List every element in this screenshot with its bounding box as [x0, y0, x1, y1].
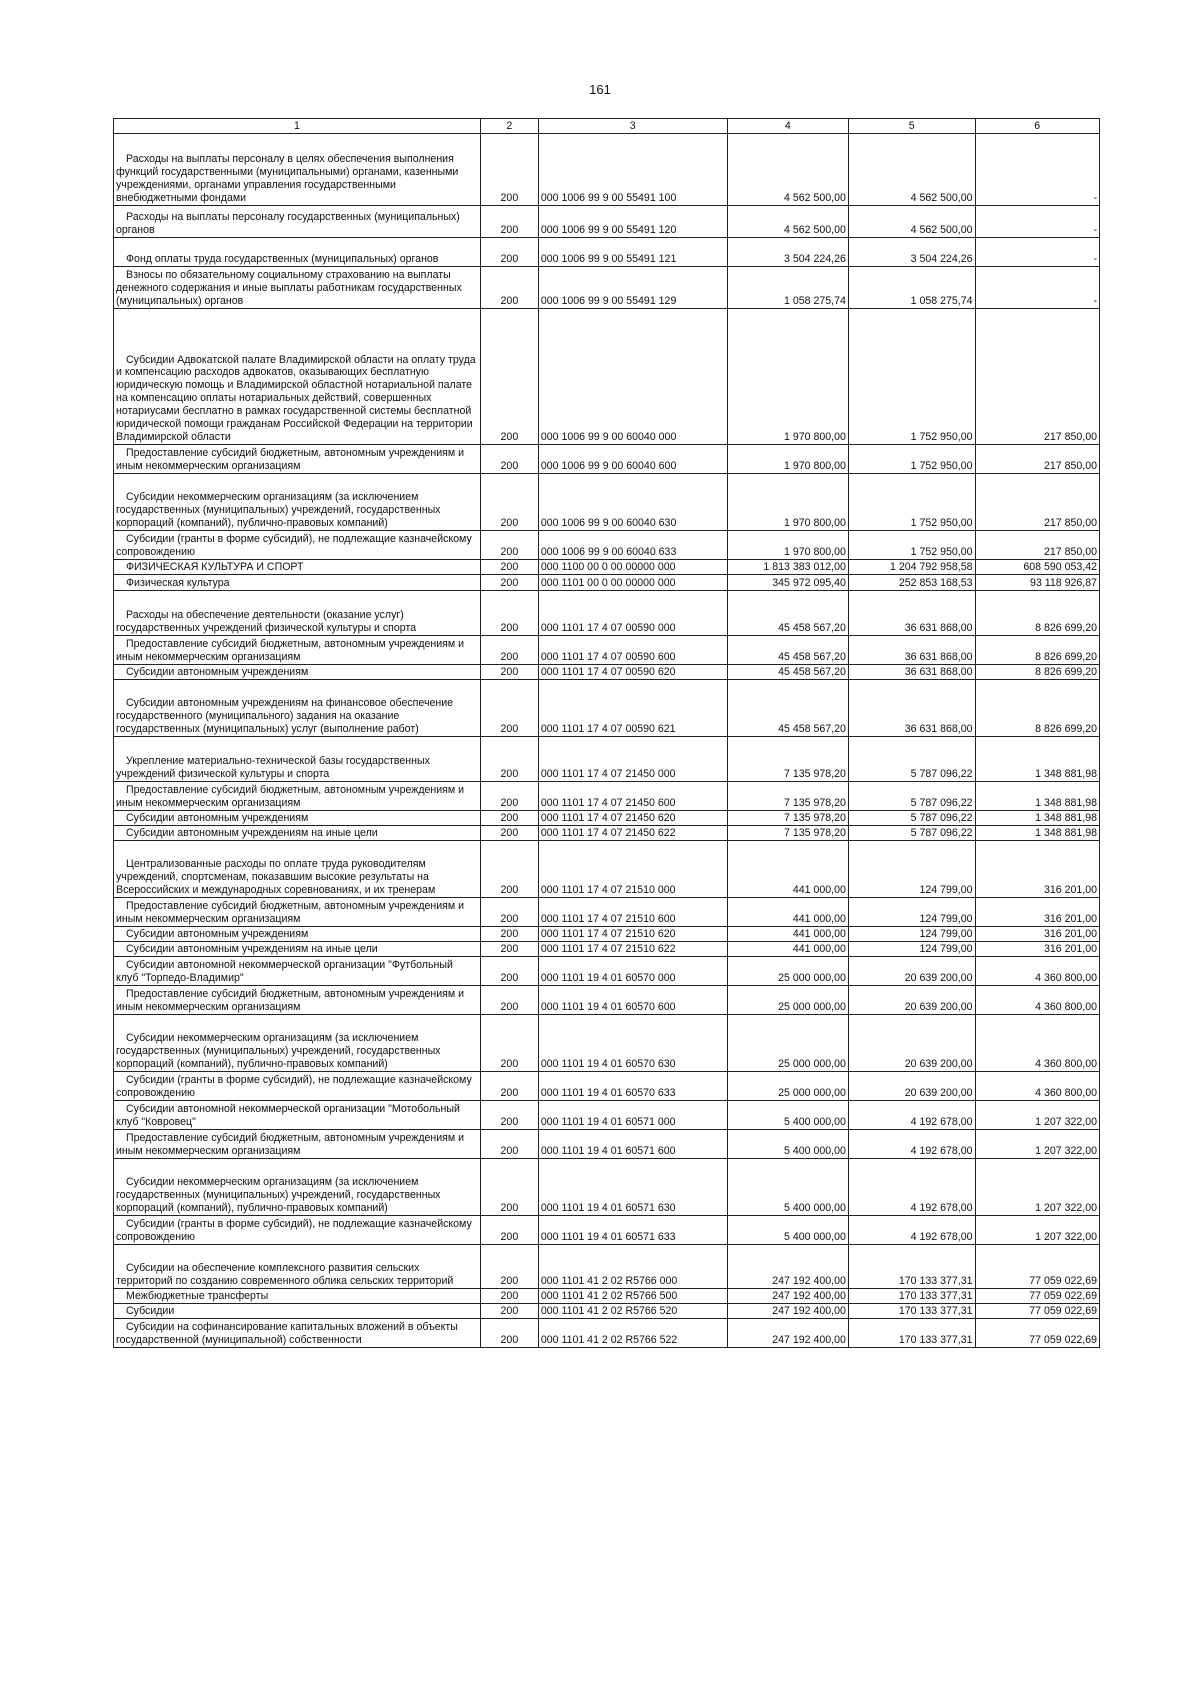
- row-admin-code: 200: [480, 737, 538, 782]
- row-name: Субсидии автономным учреждениям на иные цели: [114, 826, 481, 841]
- row-executed: 124 799,00: [848, 927, 975, 942]
- row-executed: 36 631 868,00: [848, 680, 975, 737]
- row-admin-code: 200: [480, 841, 538, 898]
- row-approved: 7 135 978,20: [727, 826, 848, 841]
- row-admin-code: 200: [480, 782, 538, 811]
- table-row: [114, 898, 1100, 927]
- row-unexecuted: 77 059 022,69: [975, 1304, 1100, 1319]
- row-approved: 441 000,00: [727, 898, 848, 927]
- table-row: [114, 1289, 1100, 1304]
- table-row: [114, 942, 1100, 957]
- header-col-3: 3: [538, 119, 727, 134]
- row-name: Субсидии Адвокатской палате Владимирской области на оплату труда и компенсацию расходов адвокатов, оказывающих бесплатную юридическую помощь и Владимирской областной нотариальной палате на компенсацию оплаты нотариальных действий, совершенных нотариусами бесплатно в рамках государственной системы бесплатной юридической помощи гражданам Российской Федерации на территории Владимирской области: [114, 309, 481, 445]
- table-row: [114, 1101, 1100, 1130]
- table-row: [114, 782, 1100, 811]
- row-admin-code: 200: [480, 826, 538, 841]
- row-executed: 20 639 200,00: [848, 1015, 975, 1072]
- row-executed: 3 504 224,26: [848, 238, 975, 267]
- row-approved: 25 000 000,00: [727, 957, 848, 986]
- row-executed: 170 133 377,31: [848, 1304, 975, 1319]
- row-admin-code: 200: [480, 1216, 538, 1245]
- row-budget-code: 000 1101 19 4 01 60571 000: [538, 1101, 727, 1130]
- row-executed: 124 799,00: [848, 942, 975, 957]
- table-body: [114, 134, 1100, 1348]
- row-executed: 1 752 950,00: [848, 474, 975, 531]
- row-budget-code: 000 1101 17 4 07 21510 600: [538, 898, 727, 927]
- row-executed: 252 853 168,53: [848, 575, 975, 591]
- header-row: [114, 119, 1100, 134]
- row-admin-code: 200: [480, 1159, 538, 1216]
- row-admin-code: 200: [480, 531, 538, 560]
- row-name: Предоставление субсидий бюджетным, автономным учреждениям и иным некоммерческим организациям: [114, 986, 481, 1015]
- row-approved: 247 192 400,00: [727, 1289, 848, 1304]
- row-name: Субсидии (гранты в форме субсидий), не подлежащие казначейскому сопровождению: [114, 531, 481, 560]
- table-row: [114, 445, 1100, 474]
- row-approved: 441 000,00: [727, 841, 848, 898]
- row-budget-code: 000 1100 00 0 00 00000 000: [538, 560, 727, 575]
- row-unexecuted: 1 207 322,00: [975, 1130, 1100, 1159]
- header-col-6: 6: [975, 119, 1100, 134]
- row-budget-code: 000 1006 99 9 00 60040 000: [538, 309, 727, 445]
- row-admin-code: 200: [480, 267, 538, 309]
- row-name: Расходы на выплаты персоналу в целях обеспечения выполнения функций государственными (муниципальными) органами, казенными учреждениями, органами управления государственными внебюджетными фондами: [114, 134, 481, 206]
- row-name: Межбюджетные трансферты: [114, 1289, 481, 1304]
- row-approved: 247 192 400,00: [727, 1304, 848, 1319]
- row-approved: 5 400 000,00: [727, 1101, 848, 1130]
- row-name: Субсидии некоммерческим организациям (за исключением государственных (муниципальных) учреждений, государственных корпораций (компаний), публично-правовых компаний): [114, 1159, 481, 1216]
- row-name: Субсидии автономной некоммерческой организации "Мотобольный клуб "Ковровец": [114, 1101, 481, 1130]
- row-name: Укрепление материально-технической базы государственных учреждений физической культуры и спорта: [114, 737, 481, 782]
- row-budget-code: 000 1101 17 4 07 00590 621: [538, 680, 727, 737]
- table-row: [114, 591, 1100, 636]
- row-name: Субсидии (гранты в форме субсидий), не подлежащие казначейскому сопровождению: [114, 1072, 481, 1101]
- row-executed: 36 631 868,00: [848, 665, 975, 680]
- row-budget-code: 000 1101 41 2 02 R5766 522: [538, 1319, 727, 1348]
- row-approved: 45 458 567,20: [727, 636, 848, 665]
- row-unexecuted: 316 201,00: [975, 898, 1100, 927]
- table-row: [114, 636, 1100, 665]
- row-approved: 7 135 978,20: [727, 737, 848, 782]
- table-row: [114, 531, 1100, 560]
- table-row: [114, 986, 1100, 1015]
- row-budget-code: 000 1101 41 2 02 R5766 000: [538, 1245, 727, 1289]
- row-approved: 5 400 000,00: [727, 1159, 848, 1216]
- row-name: Субсидии на софинансирование капитальных вложений в объекты государственной (муниципальной) собственности: [114, 1319, 481, 1348]
- row-unexecuted: 217 850,00: [975, 531, 1100, 560]
- row-unexecuted: 1 207 322,00: [975, 1216, 1100, 1245]
- row-name: Субсидии некоммерческим организациям (за исключением государственных (муниципальных) учреждений, государственных корпораций (компаний), публично-правовых компаний): [114, 1015, 481, 1072]
- row-budget-code: 000 1006 99 9 00 55491 129: [538, 267, 727, 309]
- row-budget-code: 000 1101 17 4 07 21510 620: [538, 927, 727, 942]
- row-unexecuted: 217 850,00: [975, 445, 1100, 474]
- row-budget-code: 000 1101 17 4 07 00590 620: [538, 665, 727, 680]
- row-unexecuted: 316 201,00: [975, 927, 1100, 942]
- row-unexecuted: 316 201,00: [975, 841, 1100, 898]
- table-row: [114, 680, 1100, 737]
- row-executed: 4 192 678,00: [848, 1216, 975, 1245]
- row-executed: 170 133 377,31: [848, 1245, 975, 1289]
- table-row: [114, 309, 1100, 445]
- row-unexecuted: 1 348 881,98: [975, 811, 1100, 826]
- row-approved: 1 970 800,00: [727, 474, 848, 531]
- row-budget-code: 000 1101 17 4 07 21450 622: [538, 826, 727, 841]
- row-admin-code: 200: [480, 1319, 538, 1348]
- row-unexecuted: 93 118 926,87: [975, 575, 1100, 591]
- row-budget-code: 000 1101 17 4 07 00590 000: [538, 591, 727, 636]
- table-row: [114, 206, 1100, 238]
- row-unexecuted: 8 826 699,20: [975, 636, 1100, 665]
- row-approved: 441 000,00: [727, 942, 848, 957]
- row-name: Субсидии автономной некоммерческой организации "Футбольный клуб "Торпедо-Владимир": [114, 957, 481, 986]
- row-unexecuted: 77 059 022,69: [975, 1289, 1100, 1304]
- table-row: [114, 1015, 1100, 1072]
- row-admin-code: 200: [480, 575, 538, 591]
- table-row: [114, 134, 1100, 206]
- row-executed: 5 787 096,22: [848, 826, 975, 841]
- page-number: 161: [589, 82, 611, 97]
- row-executed: 5 787 096,22: [848, 782, 975, 811]
- row-budget-code: 000 1101 17 4 07 21450 600: [538, 782, 727, 811]
- row-budget-code: 000 1101 00 0 00 00000 000: [538, 575, 727, 591]
- row-executed: 1 204 792 958,58: [848, 560, 975, 575]
- row-executed: 20 639 200,00: [848, 986, 975, 1015]
- row-executed: 4 192 678,00: [848, 1101, 975, 1130]
- row-executed: 20 639 200,00: [848, 1072, 975, 1101]
- row-budget-code: 000 1006 99 9 00 55491 121: [538, 238, 727, 267]
- row-admin-code: 200: [480, 1245, 538, 1289]
- row-unexecuted: 77 059 022,69: [975, 1245, 1100, 1289]
- row-admin-code: 200: [480, 986, 538, 1015]
- row-name: Субсидии автономным учреждениям на финансовое обеспечение государственного (муниципального) задания на оказание государственных (муниципальных) услуг (выполнение работ): [114, 680, 481, 737]
- table-row: [114, 474, 1100, 531]
- table-row: [114, 1130, 1100, 1159]
- row-unexecuted: -: [975, 134, 1100, 206]
- table-row: [114, 841, 1100, 898]
- table-row: [114, 737, 1100, 782]
- row-budget-code: 000 1101 17 4 07 00590 600: [538, 636, 727, 665]
- row-name: Субсидии (гранты в форме субсидий), не подлежащие казначейскому сопровождению: [114, 1216, 481, 1245]
- row-name: Физическая культура: [114, 575, 481, 591]
- row-admin-code: 200: [480, 206, 538, 238]
- row-name: Централизованные расходы по оплате труда руководителям учреждений, спортсменам, показавшим высокие результаты на Всероссийских и международных соревнованиях, и их тренерам: [114, 841, 481, 898]
- table-row: [114, 1159, 1100, 1216]
- row-unexecuted: 217 850,00: [975, 309, 1100, 445]
- budget-table: [113, 118, 1100, 1348]
- row-budget-code: 000 1101 19 4 01 60571 600: [538, 1130, 727, 1159]
- row-name: Субсидии некоммерческим организациям (за исключением государственных (муниципальных) учреждений, государственных корпораций (компаний), публично-правовых компаний): [114, 474, 481, 531]
- table-row: [114, 665, 1100, 680]
- header-col-4: 4: [727, 119, 848, 134]
- row-name: Субсидии автономным учреждениям: [114, 927, 481, 942]
- row-unexecuted: 1 348 881,98: [975, 737, 1100, 782]
- row-executed: 4 562 500,00: [848, 134, 975, 206]
- row-admin-code: 200: [480, 942, 538, 957]
- row-approved: 441 000,00: [727, 927, 848, 942]
- row-name: Предоставление субсидий бюджетным, автономным учреждениям и иным некоммерческим организациям: [114, 636, 481, 665]
- row-unexecuted: 1 348 881,98: [975, 782, 1100, 811]
- row-name: Субсидии автономным учреждениям: [114, 811, 481, 826]
- row-approved: 4 562 500,00: [727, 134, 848, 206]
- row-budget-code: 000 1101 19 4 01 60570 630: [538, 1015, 727, 1072]
- row-executed: 5 787 096,22: [848, 737, 975, 782]
- row-admin-code: 200: [480, 238, 538, 267]
- row-admin-code: 200: [480, 898, 538, 927]
- row-name: Расходы на обеспечение деятельности (оказание услуг) государственных учреждений физической культуры и спорта: [114, 591, 481, 636]
- row-executed: 1 752 950,00: [848, 531, 975, 560]
- row-approved: 25 000 000,00: [727, 986, 848, 1015]
- row-admin-code: 200: [480, 1289, 538, 1304]
- row-executed: 36 631 868,00: [848, 591, 975, 636]
- table-row: [114, 238, 1100, 267]
- row-name: Предоставление субсидий бюджетным, автономным учреждениям и иным некоммерческим организациям: [114, 1130, 481, 1159]
- row-approved: 45 458 567,20: [727, 665, 848, 680]
- row-approved: 1 813 383 012,00: [727, 560, 848, 575]
- row-budget-code: 000 1101 17 4 07 21510 000: [538, 841, 727, 898]
- row-approved: 345 972 095,40: [727, 575, 848, 591]
- row-executed: 20 639 200,00: [848, 957, 975, 986]
- row-name: Субсидии автономным учреждениям на иные цели: [114, 942, 481, 957]
- row-executed: 5 787 096,22: [848, 811, 975, 826]
- row-approved: 1 970 800,00: [727, 309, 848, 445]
- row-unexecuted: 4 360 800,00: [975, 986, 1100, 1015]
- row-executed: 124 799,00: [848, 898, 975, 927]
- header-col-2: 2: [480, 119, 538, 134]
- row-executed: 1 752 950,00: [848, 445, 975, 474]
- row-budget-code: 000 1101 17 4 07 21450 000: [538, 737, 727, 782]
- table-row: [114, 1319, 1100, 1348]
- row-admin-code: 200: [480, 927, 538, 942]
- row-budget-code: 000 1101 19 4 01 60570 000: [538, 957, 727, 986]
- row-unexecuted: 4 360 800,00: [975, 1072, 1100, 1101]
- row-admin-code: 200: [480, 1015, 538, 1072]
- table-row: [114, 560, 1100, 575]
- row-admin-code: 200: [480, 1130, 538, 1159]
- table-row: [114, 957, 1100, 986]
- table-row: [114, 927, 1100, 942]
- header-col-1: 1: [114, 119, 481, 134]
- row-name: Предоставление субсидий бюджетным, автономным учреждениям и иным некоммерческим организациям: [114, 782, 481, 811]
- row-admin-code: 200: [480, 560, 538, 575]
- table-row: [114, 1245, 1100, 1289]
- row-admin-code: 200: [480, 811, 538, 826]
- row-unexecuted: 77 059 022,69: [975, 1319, 1100, 1348]
- row-executed: 4 192 678,00: [848, 1159, 975, 1216]
- row-budget-code: 000 1101 19 4 01 60571 633: [538, 1216, 727, 1245]
- row-budget-code: 000 1101 19 4 01 60570 600: [538, 986, 727, 1015]
- row-unexecuted: -: [975, 238, 1100, 267]
- row-admin-code: 200: [480, 636, 538, 665]
- row-admin-code: 200: [480, 680, 538, 737]
- row-unexecuted: 1 207 322,00: [975, 1159, 1100, 1216]
- row-unexecuted: 4 360 800,00: [975, 1015, 1100, 1072]
- row-unexecuted: 1 207 322,00: [975, 1101, 1100, 1130]
- table-row: [114, 826, 1100, 841]
- row-name: Фонд оплаты труда государственных (муниципальных) органов: [114, 238, 481, 267]
- row-executed: 4 562 500,00: [848, 206, 975, 238]
- row-approved: 45 458 567,20: [727, 680, 848, 737]
- row-approved: 7 135 978,20: [727, 782, 848, 811]
- row-name: Субсидии на обеспечение комплексного развития сельских территорий по созданию современного облика сельских территорий: [114, 1245, 481, 1289]
- row-name: Субсидии автономным учреждениям: [114, 665, 481, 680]
- row-admin-code: 200: [480, 957, 538, 986]
- row-admin-code: 200: [480, 474, 538, 531]
- row-executed: 124 799,00: [848, 841, 975, 898]
- row-unexecuted: 4 360 800,00: [975, 957, 1100, 986]
- row-unexecuted: -: [975, 267, 1100, 309]
- row-approved: 45 458 567,20: [727, 591, 848, 636]
- row-approved: 247 192 400,00: [727, 1245, 848, 1289]
- row-unexecuted: 608 590 053,42: [975, 560, 1100, 575]
- table-row: [114, 1216, 1100, 1245]
- row-approved: 1 970 800,00: [727, 445, 848, 474]
- row-budget-code: 000 1101 17 4 07 21450 620: [538, 811, 727, 826]
- table-row: [114, 811, 1100, 826]
- row-approved: 4 562 500,00: [727, 206, 848, 238]
- row-approved: 7 135 978,20: [727, 811, 848, 826]
- row-executed: 1 058 275,74: [848, 267, 975, 309]
- row-admin-code: 200: [480, 309, 538, 445]
- row-budget-code: 000 1006 99 9 00 55491 100: [538, 134, 727, 206]
- row-budget-code: 000 1101 19 4 01 60570 633: [538, 1072, 727, 1101]
- row-approved: 5 400 000,00: [727, 1130, 848, 1159]
- row-name: ФИЗИЧЕСКАЯ КУЛЬТУРА И СПОРТ: [114, 560, 481, 575]
- row-budget-code: 000 1101 19 4 01 60571 630: [538, 1159, 727, 1216]
- row-budget-code: 000 1006 99 9 00 60040 630: [538, 474, 727, 531]
- table-row: [114, 575, 1100, 591]
- header-col-5: 5: [848, 119, 975, 134]
- row-approved: 1 058 275,74: [727, 267, 848, 309]
- row-name: Предоставление субсидий бюджетным, автономным учреждениям и иным некоммерческим организациям: [114, 898, 481, 927]
- row-approved: 25 000 000,00: [727, 1072, 848, 1101]
- row-admin-code: 200: [480, 1304, 538, 1319]
- row-budget-code: 000 1101 41 2 02 R5766 520: [538, 1304, 727, 1319]
- row-admin-code: 200: [480, 445, 538, 474]
- row-unexecuted: 8 826 699,20: [975, 591, 1100, 636]
- row-approved: 247 192 400,00: [727, 1319, 848, 1348]
- row-admin-code: 200: [480, 1101, 538, 1130]
- row-budget-code: 000 1006 99 9 00 60040 600: [538, 445, 727, 474]
- row-name: Взносы по обязательному социальному страхованию на выплаты денежного содержания и иные выплаты работникам государственных (муниципальных) органов: [114, 267, 481, 309]
- row-unexecuted: 316 201,00: [975, 942, 1100, 957]
- table-row: [114, 267, 1100, 309]
- row-name: Субсидии: [114, 1304, 481, 1319]
- row-unexecuted: -: [975, 206, 1100, 238]
- row-unexecuted: 1 348 881,98: [975, 826, 1100, 841]
- row-executed: 4 192 678,00: [848, 1130, 975, 1159]
- row-admin-code: 200: [480, 1072, 538, 1101]
- row-unexecuted: 8 826 699,20: [975, 665, 1100, 680]
- row-unexecuted: 8 826 699,20: [975, 680, 1100, 737]
- row-executed: 170 133 377,31: [848, 1289, 975, 1304]
- row-executed: 36 631 868,00: [848, 636, 975, 665]
- row-budget-code: 000 1101 17 4 07 21510 622: [538, 942, 727, 957]
- row-approved: 3 504 224,26: [727, 238, 848, 267]
- row-admin-code: 200: [480, 665, 538, 680]
- row-executed: 170 133 377,31: [848, 1319, 975, 1348]
- row-approved: 1 970 800,00: [727, 531, 848, 560]
- row-budget-code: 000 1101 41 2 02 R5766 500: [538, 1289, 727, 1304]
- row-budget-code: 000 1006 99 9 00 60040 633: [538, 531, 727, 560]
- row-unexecuted: 217 850,00: [975, 474, 1100, 531]
- table-row: [114, 1304, 1100, 1319]
- row-approved: 5 400 000,00: [727, 1216, 848, 1245]
- row-admin-code: 200: [480, 591, 538, 636]
- row-approved: 25 000 000,00: [727, 1015, 848, 1072]
- row-name: Предоставление субсидий бюджетным, автономным учреждениям и иным некоммерческим организациям: [114, 445, 481, 474]
- row-name: Расходы на выплаты персоналу государственных (муниципальных) органов: [114, 206, 481, 238]
- row-executed: 1 752 950,00: [848, 309, 975, 445]
- row-admin-code: 200: [480, 134, 538, 206]
- row-budget-code: 000 1006 99 9 00 55491 120: [538, 206, 727, 238]
- table-row: [114, 1072, 1100, 1101]
